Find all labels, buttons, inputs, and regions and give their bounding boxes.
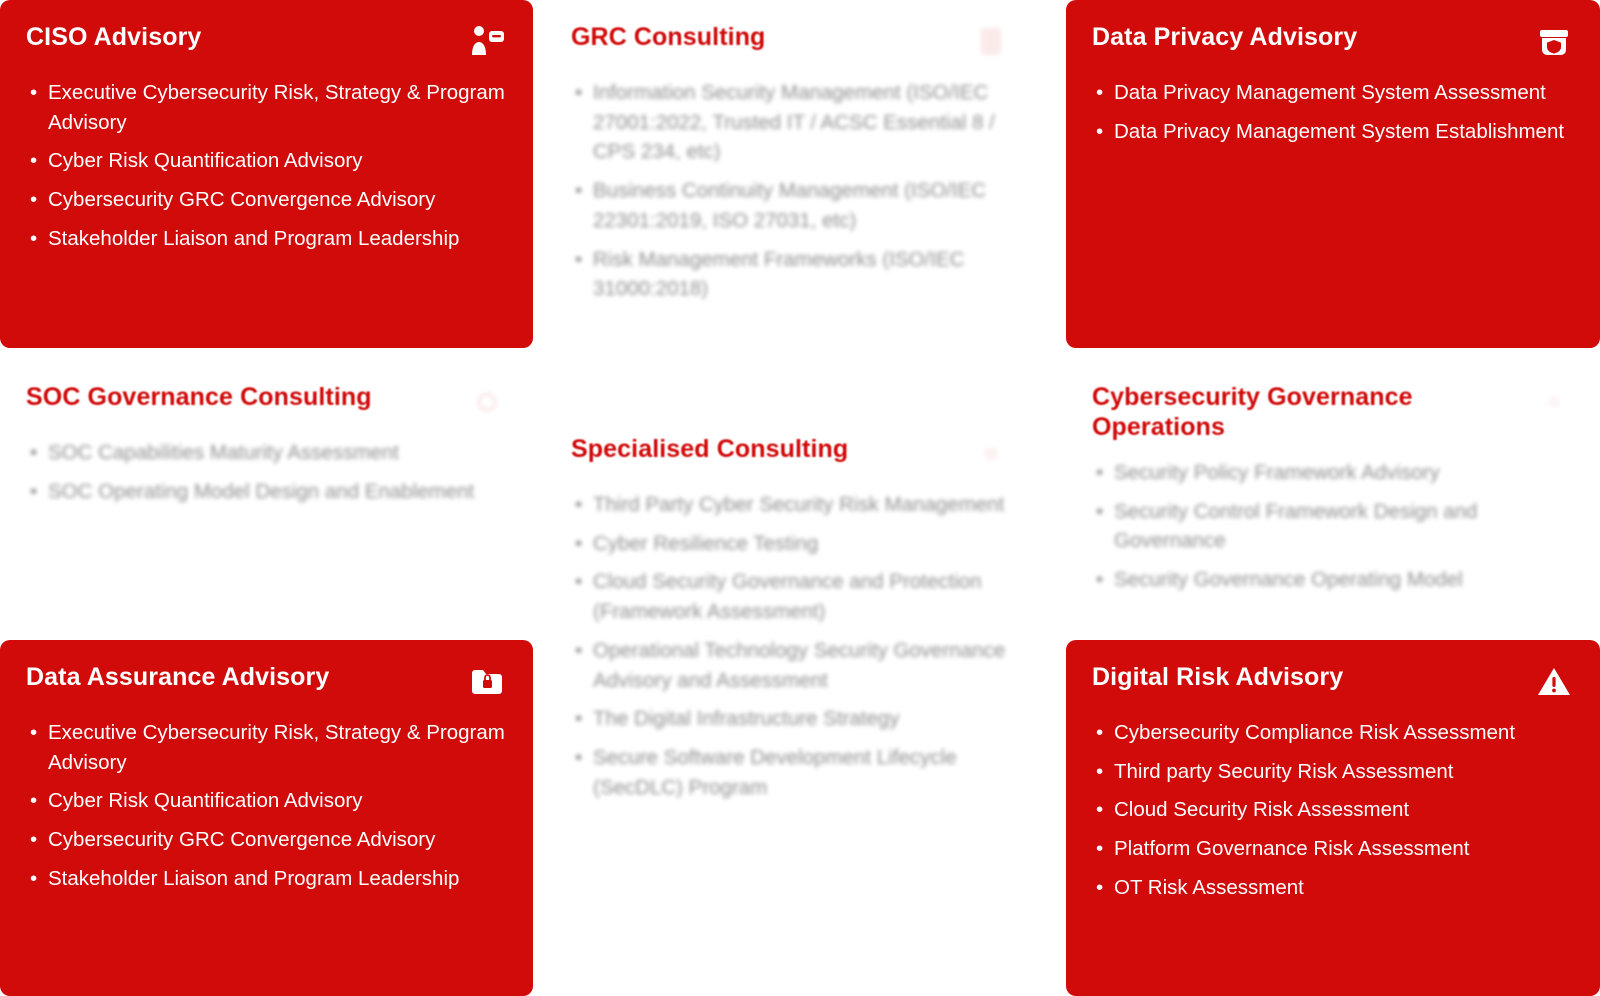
list-item: • Security Governance Operating Model [1092, 565, 1574, 595]
card-items [1092, 718, 1574, 903]
list-item: • Secure Software Development Lifecycle (SecDLC) Program [571, 743, 1011, 802]
list-item: • The Digital Infrastructure Strategy [571, 704, 1011, 734]
list-item: • Executive Cybersecurity Risk, Strategy & Program Advisory [26, 78, 507, 137]
card-data-privacy-advisory[interactable] [1066, 0, 1600, 348]
warning-triangle-icon [1534, 662, 1574, 702]
card-title: Data Privacy Advisory [1092, 23, 1358, 51]
list-item: • OT Risk Assessment [1092, 873, 1574, 903]
document-check-icon [971, 22, 1011, 62]
card-header [1092, 382, 1574, 442]
list-item: • Data Privacy Management System Assessment [1092, 78, 1574, 108]
card-title: CISO Advisory [26, 23, 202, 51]
card-title: SOC Governance Consulting [26, 383, 372, 411]
card-grc-consulting[interactable] [545, 0, 1037, 348]
card-items [571, 490, 1011, 802]
card-header [26, 22, 507, 62]
card-title: Specialised Consulting [571, 435, 849, 463]
shield-box-icon [1534, 22, 1574, 62]
card-header [571, 434, 1011, 474]
list-item: • Risk Management Frameworks (ISO/IEC 31000:2018) [571, 245, 1011, 304]
list-item: • Cloud Security Governance and Protection (Framework Assessment) [571, 567, 1011, 626]
list-item: • Stakeholder Liaison and Program Leadership [26, 224, 507, 254]
list-item: • Security Policy Framework Advisory [1092, 458, 1574, 488]
list-item: • Third party Security Risk Assessment [1092, 757, 1574, 787]
card-items [1092, 78, 1574, 146]
card-items [26, 438, 507, 506]
list-item: • Stakeholder Liaison and Program Leadership [26, 864, 507, 894]
list-item: • SOC Operating Model Design and Enablement [26, 477, 507, 507]
network-icon [1534, 382, 1574, 422]
card-header [26, 382, 507, 422]
card-ciso-advisory[interactable] [0, 0, 533, 348]
list-item: • Cybersecurity GRC Convergence Advisory [26, 825, 507, 855]
card-header [1092, 22, 1574, 62]
list-item: • Operational Technology Security Governance Advisory and Assessment [571, 636, 1011, 695]
card-items [26, 718, 507, 894]
person-badge-icon [467, 22, 507, 62]
card-items [26, 78, 507, 254]
list-item: • Cybersecurity GRC Convergence Advisory [26, 185, 507, 215]
card-title: Digital Risk Advisory [1092, 663, 1344, 691]
list-item: • Cyber Resilience Testing [571, 529, 1011, 559]
card-items [571, 78, 1011, 304]
card-header [26, 662, 507, 702]
list-item: • Data Privacy Management System Establishment [1092, 117, 1574, 147]
card-data-assurance-advisory[interactable] [0, 640, 533, 996]
list-item: • Business Continuity Management (ISO/IEC 22301:2019, ISO 27031, etc) [571, 176, 1011, 235]
card-title: Cybersecurity Governance Operations [1092, 383, 1413, 441]
lock-folder-icon [467, 662, 507, 702]
list-item: • Cyber Risk Quantification Advisory [26, 146, 507, 176]
gear-icon [467, 382, 507, 422]
star-icon [971, 434, 1011, 474]
card-digital-risk-advisory[interactable] [1066, 640, 1600, 996]
card-header [1092, 662, 1574, 702]
card-cybersecurity-governance-operations[interactable] [1066, 360, 1600, 620]
card-specialised-consulting[interactable] [545, 412, 1037, 882]
card-title: Data Assurance Advisory [26, 663, 330, 691]
card-soc-governance-consulting[interactable] [0, 360, 533, 610]
list-item: • Platform Governance Risk Assessment [1092, 834, 1574, 864]
card-title: GRC Consulting [571, 23, 766, 51]
list-item: • SOC Capabilities Maturity Assessment [26, 438, 507, 468]
list-item: • Third Party Cyber Security Risk Management [571, 490, 1011, 520]
list-item: • Executive Cybersecurity Risk, Strategy & Program Advisory [26, 718, 507, 777]
card-header [571, 22, 1011, 62]
list-item: • Cyber Risk Quantification Advisory [26, 786, 507, 816]
list-item: • Cybersecurity Compliance Risk Assessment [1092, 718, 1574, 748]
list-item: • Cloud Security Risk Assessment [1092, 795, 1574, 825]
list-item: • Security Control Framework Design and Governance [1092, 497, 1574, 556]
card-items [1092, 458, 1574, 595]
list-item: • Information Security Management (ISO/IEC 27001:2022, Trusted IT / ACSC Essential 8 / CPS 234, etc) [571, 78, 1011, 167]
